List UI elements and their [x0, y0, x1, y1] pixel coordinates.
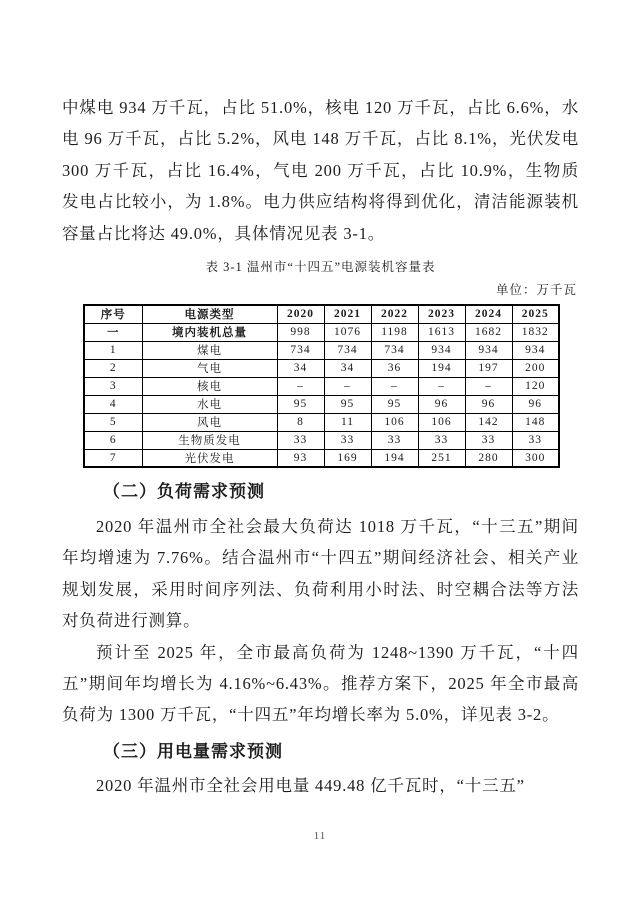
cell-value: 33: [418, 431, 465, 449]
cell-value: 280: [465, 449, 512, 467]
page-content: [62, 92, 579, 801]
cell-value: –: [324, 377, 371, 395]
cell-value: 95: [324, 395, 371, 413]
cell-value: 734: [324, 341, 371, 359]
cell-value: 36: [371, 359, 418, 377]
cell-value: 11: [324, 413, 371, 431]
cell-value: –: [465, 377, 512, 395]
col-header-2021: 2021: [324, 305, 371, 323]
cell-source-type: 光伏发电: [142, 449, 277, 467]
cell-value: 1076: [324, 323, 371, 341]
cell-row-no: 6: [84, 431, 142, 449]
cell-value: 8: [277, 413, 324, 431]
table-row-coal: [84, 341, 559, 359]
table-row-biomass: [84, 431, 559, 449]
cell-value: 148: [512, 413, 559, 431]
cell-value: 1832: [512, 323, 559, 341]
cell-value: 934: [465, 341, 512, 359]
cell-value: 142: [465, 413, 512, 431]
body-paragraph-consumption-2020: 2020 年温州市全社会用电量 449.48 亿千瓦时，“十三五”: [96, 775, 525, 795]
cell-row-no: 4: [84, 395, 142, 413]
cell-value: 197: [465, 359, 512, 377]
cell-value: 106: [418, 413, 465, 431]
section-heading-load-forecast: （二）负荷需求预测: [103, 482, 265, 502]
cell-value: 300: [512, 449, 559, 467]
cell-value: 95: [277, 395, 324, 413]
cell-value: 169: [324, 449, 371, 467]
cell-source-type: 气电: [142, 359, 277, 377]
body-paragraph-load-2020: 2020 年温州市全社会最大负荷达 1018 万千瓦，“十三五”期间年均增速为 7.76%。结合温州市“十四五”期间经济社会、相关产业规划发展，采用时间序列法、负荷利用小时法、时空耦合法等方法对负荷进行测算。: [62, 517, 579, 631]
table-row-hydro: [84, 395, 559, 413]
table-row-total: [84, 323, 559, 341]
cell-value: 34: [324, 359, 371, 377]
cell-value: 998: [277, 323, 324, 341]
table-row-wind: [84, 413, 559, 431]
cell-value: –: [418, 377, 465, 395]
cell-value: 1613: [418, 323, 465, 341]
table-row-gas: [84, 359, 559, 377]
cell-source-type: 水电: [142, 395, 277, 413]
capacity-table: [83, 304, 560, 468]
cell-value: 96: [418, 395, 465, 413]
cell-value: 1198: [371, 323, 418, 341]
cell-value: 95: [371, 395, 418, 413]
cell-value: 1682: [465, 323, 512, 341]
col-header-2024: 2024: [465, 305, 512, 323]
col-header-source-type: 电源类型: [142, 305, 277, 323]
col-header-2020: 2020: [277, 305, 324, 323]
col-header-2023: 2023: [418, 305, 465, 323]
cell-value: 934: [418, 341, 465, 359]
cell-row-no: 1: [84, 341, 142, 359]
cell-value: 120: [512, 377, 559, 395]
table-caption: 表 3-1 温州市“十四五”电源装机容量表: [205, 260, 436, 275]
cell-value: 251: [418, 449, 465, 467]
cell-source-type: 境内装机总量: [142, 323, 277, 341]
section-heading-electricity-demand-forecast: （三）用电量需求预测: [103, 741, 283, 761]
cell-value: 33: [465, 431, 512, 449]
cell-value: –: [371, 377, 418, 395]
cell-row-no: 3: [84, 377, 142, 395]
cell-value: 33: [277, 431, 324, 449]
cell-value: 96: [465, 395, 512, 413]
col-header-2022: 2022: [371, 305, 418, 323]
table-unit-label: 单位：万千瓦: [495, 283, 577, 298]
cell-value: 734: [371, 341, 418, 359]
cell-row-no: 5: [84, 413, 142, 431]
cell-value: 33: [512, 431, 559, 449]
cell-value: 934: [512, 341, 559, 359]
cell-row-no: 2: [84, 359, 142, 377]
cell-value: –: [277, 377, 324, 395]
table-row-nuclear: [84, 377, 559, 395]
cell-row-no: 一: [84, 323, 142, 341]
cell-value: 96: [512, 395, 559, 413]
body-paragraph-supply-structure: 中煤电 934 万千瓦，占比 51.0%，核电 120 万千瓦，占比 6.6%，水电 96 万千瓦，占比 5.2%，风电 148 万千瓦，占比 8.1%，光伏发电 300 万千瓦，占比 16.4%，气电 200 万千瓦，占比 10.9%，生物质发电占比较小，为 1.8%。电力供应结构将得到优化，清洁能源装机容量占比将达 49.0%，具体情况见表 3-1。: [62, 98, 579, 243]
cell-source-type: 风电: [142, 413, 277, 431]
cell-value: 34: [277, 359, 324, 377]
cell-value: 33: [324, 431, 371, 449]
cell-value: 194: [418, 359, 465, 377]
cell-value: 200: [512, 359, 559, 377]
col-header-2025: 2025: [512, 305, 559, 323]
cell-value: 93: [277, 449, 324, 467]
cell-source-type: 煤电: [142, 341, 277, 359]
table-row-solar: [84, 449, 559, 467]
page-number: 11: [313, 830, 327, 842]
cell-value: 734: [277, 341, 324, 359]
cell-source-type: 核电: [142, 377, 277, 395]
cell-value: 33: [371, 431, 418, 449]
cell-source-type: 生物质发电: [142, 431, 277, 449]
col-header-index: 序号: [84, 305, 142, 323]
table-header-row: [84, 305, 559, 323]
body-paragraph-load-2025: 预计至 2025 年，全市最高负荷为 1248~1390 万千瓦，“十四五”期间年均增长为 4.16%~6.43%。推荐方案下，2025 年全市最高负荷为 1300 万千瓦，“十四五”年均增长率为 5.0%，详见表 3-2。: [62, 642, 579, 725]
cell-value: 194: [371, 449, 418, 467]
cell-value: 106: [371, 413, 418, 431]
cell-row-no: 7: [84, 449, 142, 467]
